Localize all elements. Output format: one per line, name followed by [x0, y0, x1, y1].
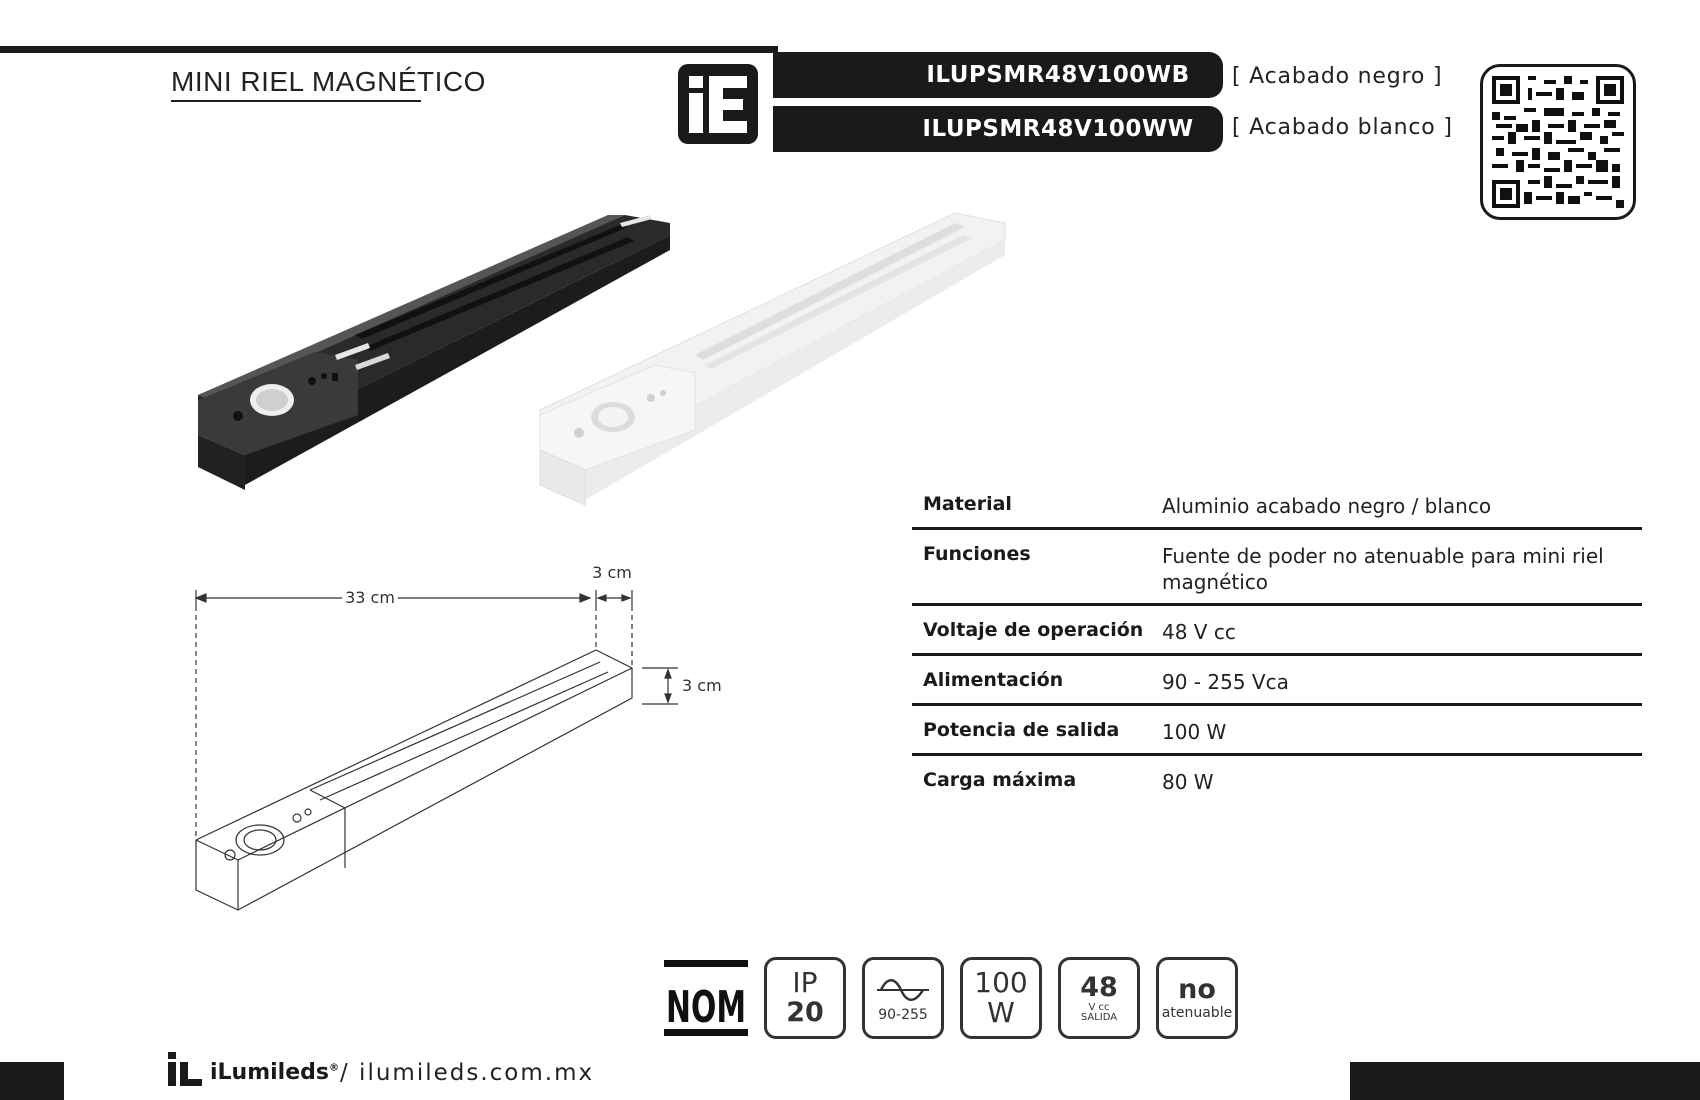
spec-value: 48 V cc	[1162, 620, 1236, 644]
footer-left-block	[0, 1062, 64, 1100]
dim-width-label: 3 cm	[592, 563, 632, 582]
ip-label: IP	[792, 965, 818, 999]
dim-value: no	[1178, 973, 1216, 1005]
dim-note: atenuable	[1161, 1004, 1233, 1021]
spec-value: 90 - 255 Vca	[1162, 670, 1289, 694]
feature-badges	[664, 955, 1238, 1040]
product-image-white	[535, 205, 1025, 510]
power-unit: W	[987, 995, 1015, 1029]
nom-certification-icon	[664, 958, 748, 1038]
input-range-label: 90-255	[878, 1006, 928, 1023]
finish-white-label: [ Acabado blanco ]	[1232, 115, 1453, 140]
footer-website-link[interactable]: / ilumileds.com.mx	[340, 1060, 595, 1086]
spec-row	[912, 480, 1642, 530]
dimming-icon	[1156, 957, 1238, 1039]
ie-logo	[678, 64, 758, 144]
output-voltage-icon	[1058, 957, 1140, 1039]
qr-code[interactable]	[1480, 64, 1636, 220]
spec-label: Potencia de salida	[923, 719, 1120, 741]
spec-row	[912, 606, 1642, 656]
footer-brand	[210, 1060, 339, 1085]
finish-black-label: [ Acabado negro ]	[1232, 64, 1443, 89]
dimension-drawing	[180, 550, 740, 940]
spec-label: Voltaje de operación	[923, 619, 1144, 641]
ilumileds-logo-icon	[168, 1052, 202, 1088]
svg-text:NOM: NOM	[666, 980, 746, 1032]
top-rule	[0, 46, 778, 53]
spec-label: Funciones	[923, 543, 1031, 565]
spec-table	[912, 480, 1642, 803]
voltage-value: 48	[1080, 971, 1118, 1003]
spec-value: Fuente de poder no atenuable para mini riel magnético	[1162, 544, 1604, 594]
spec-label: Carga máxima	[923, 769, 1077, 791]
spec-value: 100 W	[1162, 720, 1227, 744]
spec-row	[912, 530, 1642, 606]
ip-value: 20	[786, 996, 824, 1028]
input-voltage-icon	[862, 957, 944, 1039]
power-icon	[960, 957, 1042, 1039]
spec-value: Aluminio acabado negro / blanco	[1162, 494, 1492, 518]
registered-mark: ®	[329, 1062, 339, 1074]
title-underline	[171, 100, 421, 102]
spec-row	[912, 706, 1642, 756]
model-code-black: ILUPSMR48V100WB	[773, 52, 1223, 98]
spec-value: 80 W	[1162, 770, 1214, 794]
model-code-white: ILUPSMR48V100WW	[773, 106, 1223, 152]
voltage-note: SALIDA	[1080, 1011, 1118, 1023]
dim-height-label: 3 cm	[682, 676, 722, 695]
voltage-unit: V cc	[1088, 1001, 1110, 1013]
ac-wave-icon	[873, 973, 933, 1007]
spec-label: Alimentación	[923, 669, 1064, 691]
ip-rating-icon	[764, 957, 846, 1039]
power-value: 100	[974, 965, 1028, 999]
page-title: MINI RIEL MAGNÉTICO	[171, 66, 486, 97]
spec-label: Material	[923, 493, 1012, 515]
footer-right-block	[1350, 1062, 1700, 1100]
dim-length-label: 33 cm	[345, 588, 395, 607]
spec-row	[912, 656, 1642, 706]
footer-brand-name: iLumileds	[210, 1060, 329, 1085]
spec-row	[912, 756, 1642, 803]
